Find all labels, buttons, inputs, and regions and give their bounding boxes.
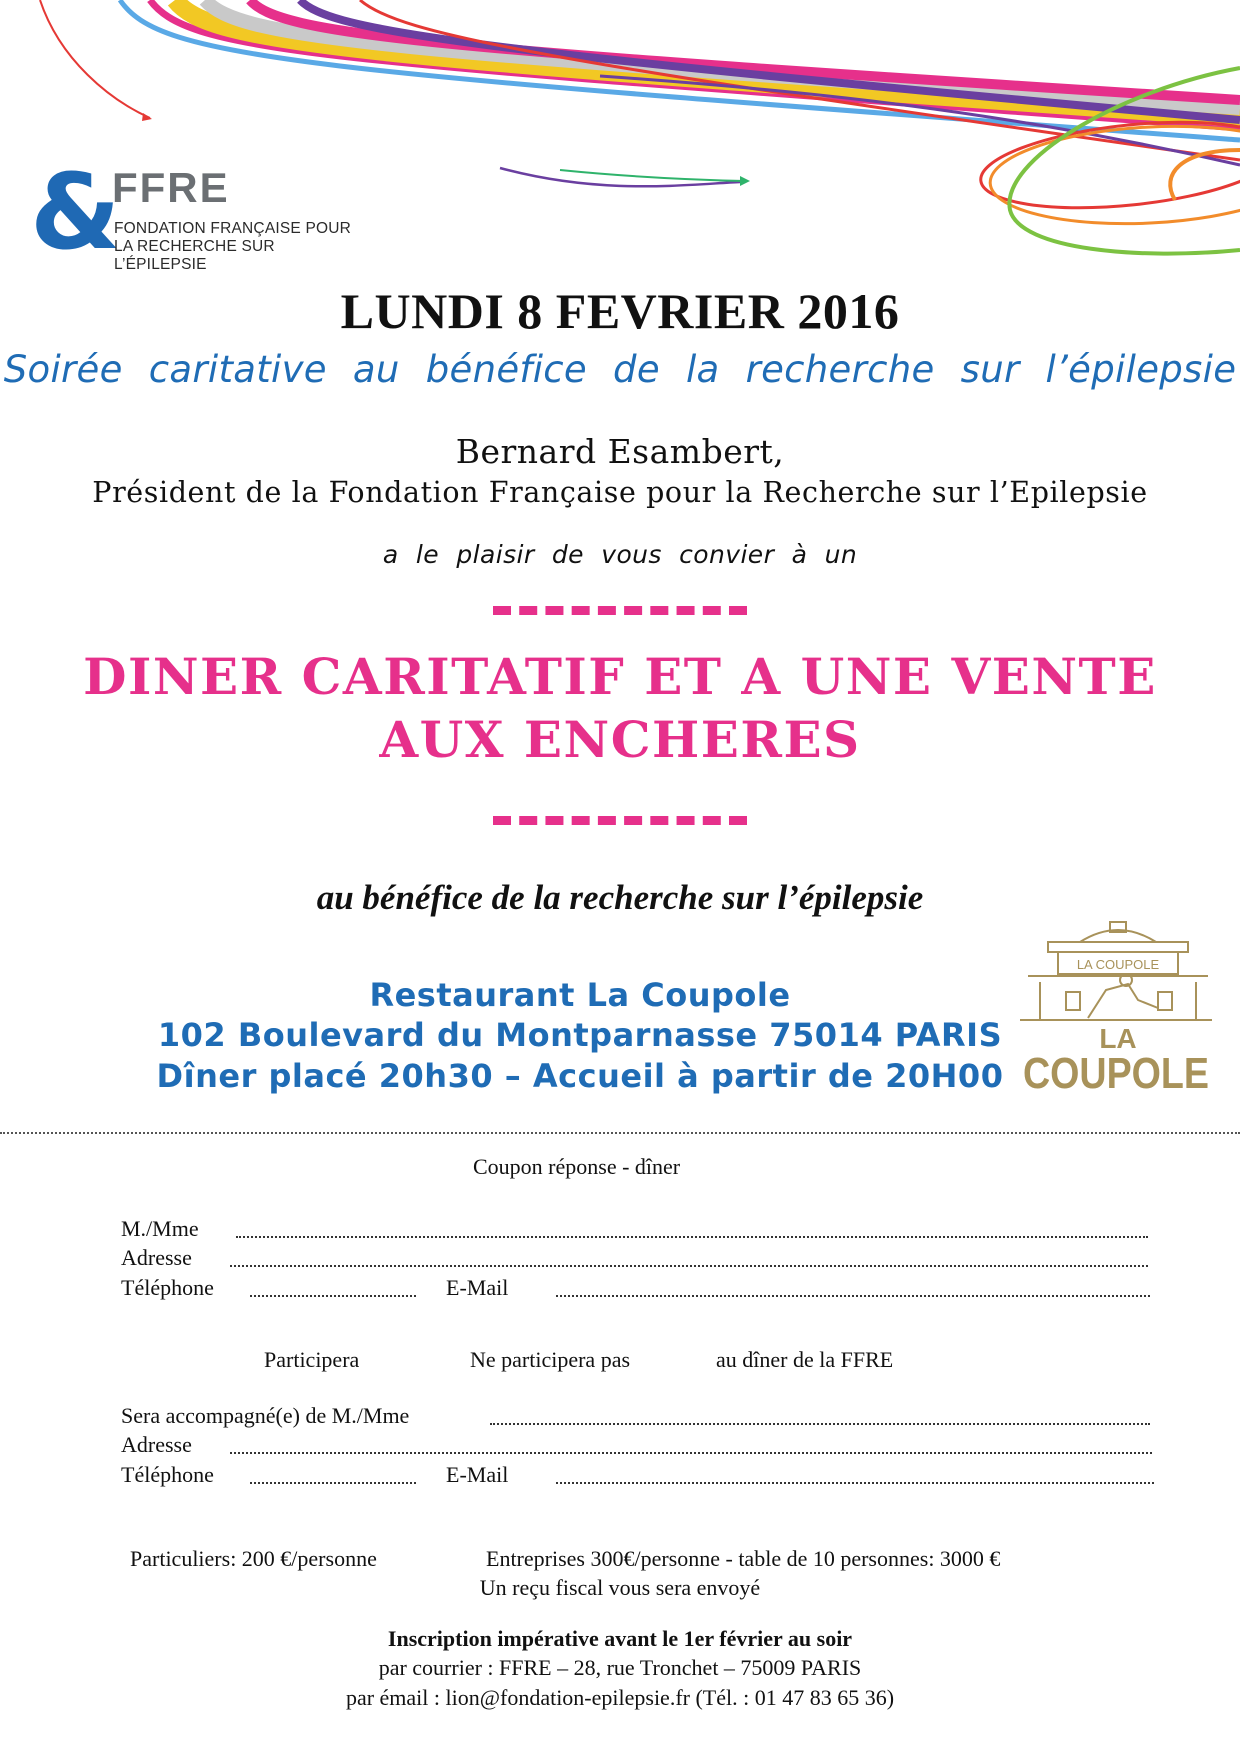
host-title: Président de la Fondation Française pour la Recherche sur l’Epilepsie <box>92 476 1148 509</box>
registration-deadline: Inscription impérative avant le 1er février au soir <box>387 1626 853 1651</box>
main-heading-line2: AUX ENCHERES <box>379 710 861 769</box>
ffre-logo <box>30 151 360 273</box>
option-dinner-label: au dîner de la FFRE <box>716 1347 894 1372</box>
pink-dash-divider-bottom <box>493 816 747 825</box>
svg-text:&: & <box>30 151 121 273</box>
companion-label: Sera accompagné(e) de M./Mme <box>121 1403 410 1428</box>
phone-label: Téléphone <box>121 1275 214 1300</box>
logo-name: FFRE <box>112 164 230 211</box>
coupon-title: Coupon réponse - dîner <box>473 1154 681 1179</box>
price-individuals: Particuliers: 200 €/personne <box>130 1546 377 1571</box>
tax-receipt-note: Un reçu fiscal vous sera envoyé <box>479 1575 761 1600</box>
registration-by-email: par émail : lion@fondation-epilepsie.fr (Tél. : 01 47 83 65 36) <box>345 1685 895 1710</box>
coupole-word-coupole: COUPOLE <box>1023 1049 1209 1098</box>
event-subtitle: Soirée caritative au bénéfice de la recherche sur l’épilepsie <box>3 348 1237 391</box>
companion-address-field[interactable] <box>230 1452 1152 1454</box>
email-label: E-Mail <box>446 1275 509 1300</box>
benefit-line: au bénéfice de la recherche sur l’épilepsie <box>316 878 924 917</box>
companion-phone-label: Téléphone <box>121 1462 214 1487</box>
companion-email-field[interactable] <box>556 1482 1154 1484</box>
pink-dash-divider-top <box>493 606 747 615</box>
ampersand-logo-icon <box>30 151 121 273</box>
companion-email-label: E-Mail <box>446 1462 509 1487</box>
email-field[interactable] <box>556 1295 1150 1297</box>
registration-by-mail: par courrier : FFRE – 28, rue Tronchet – 75009 PARIS <box>378 1655 862 1680</box>
logo-tagline-line2: LA RECHERCHE SUR L’ÉPILEPSIE <box>114 238 275 273</box>
companion-name-field[interactable] <box>490 1423 1150 1425</box>
la-coupole-logo <box>1018 920 1214 1098</box>
name-label: M./Mme <box>121 1216 199 1241</box>
address-field[interactable] <box>230 1265 1148 1267</box>
address-label: Adresse <box>121 1245 192 1270</box>
event-date: LUNDI 8 FEVRIER 2016 <box>340 283 900 339</box>
logo-tagline-line1: FONDATION FRANÇAISE POUR <box>114 220 352 237</box>
venue-name: Restaurant La Coupole <box>369 976 791 1014</box>
phone-field[interactable] <box>250 1295 416 1297</box>
coupole-word-la: LA <box>1099 1023 1137 1054</box>
venue-schedule: Dîner placé 20h30 – Accueil à partir de 20H00 <box>156 1057 1004 1095</box>
option-not-participate[interactable]: Ne participera pas <box>470 1347 631 1372</box>
host-name: Bernard Esambert, <box>455 432 785 471</box>
option-participate[interactable]: Participera <box>264 1347 360 1372</box>
venue-address: 102 Boulevard du Montparnasse 75014 PARIS <box>157 1016 1003 1054</box>
main-heading-line1: DINER CARITATIF ET A UNE VENTE <box>83 647 1157 706</box>
name-field[interactable] <box>236 1236 1148 1238</box>
companion-phone-field[interactable] <box>250 1482 416 1484</box>
main-heading <box>0 645 1240 771</box>
coupole-sign: LA COUPOLE <box>1076 957 1160 972</box>
price-companies: Entreprises 300€/personne - table de 10 personnes: 3000 € <box>486 1546 1001 1571</box>
invite-line: a le plaisir de vous convier à un <box>382 540 858 569</box>
companion-address-label: Adresse <box>121 1432 192 1457</box>
coupon-cut-line <box>0 1132 1240 1134</box>
